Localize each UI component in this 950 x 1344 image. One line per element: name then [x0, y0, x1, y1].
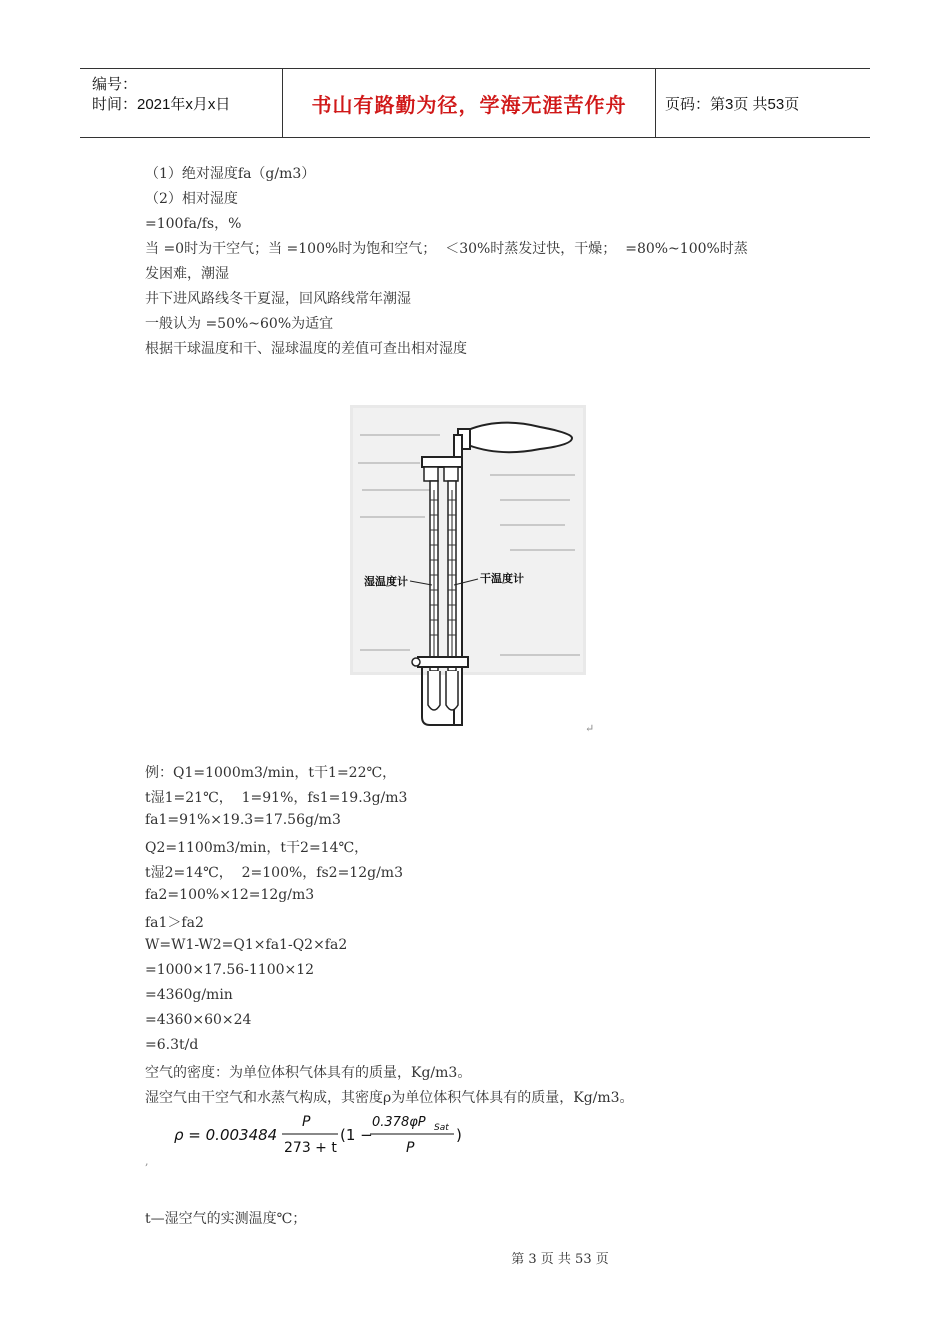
- psychrometer-figure: [350, 405, 590, 735]
- text-line: =1000×17.56-1100×12: [145, 962, 315, 978]
- text-line: 发困难，潮湿: [145, 266, 229, 282]
- text-line: W=W1-W2=Q1×fa1-Q2×fa2: [145, 937, 348, 953]
- text-line: fa2=100%×12=12g/m3: [145, 887, 315, 903]
- page-footer: 第 3 页 共 53 页: [511, 1252, 609, 1267]
- text-line: t湿2=14℃， 2=100%，fs2=12g/m3: [145, 865, 403, 881]
- formula-paren-close: ): [456, 1126, 462, 1144]
- header-motto: 书山有路勤为径，学海无涯苦作舟: [282, 69, 656, 137]
- text-line: （2）相对湿度: [145, 191, 238, 207]
- text-line: =6.3t/d: [145, 1037, 199, 1053]
- formula-lhs: ρ = 0.003484: [174, 1126, 278, 1144]
- paragraph-mark-icon: ,: [145, 1155, 149, 1168]
- text-line: t湿1=21℃， 1=91%，fs1=19.3g/m3: [145, 790, 408, 806]
- formula-num2: 0.378φP: [372, 1115, 426, 1130]
- text-line: fa1＞fa2: [145, 915, 204, 931]
- formula-num2-sub: Sat: [434, 1123, 449, 1133]
- formula-den2: P: [406, 1140, 415, 1156]
- text-line: 一般认为 =50%~60%为适宜: [145, 316, 334, 332]
- text-line: t—湿空气的实测温度℃；: [145, 1211, 307, 1227]
- formula-paren-open: (1 −: [340, 1126, 373, 1144]
- text-line: =4360g/min: [145, 987, 233, 1003]
- formula-num1: P: [302, 1114, 311, 1130]
- number-label: 编号：: [92, 76, 138, 93]
- wet-thermometer-label: 湿温度计: [364, 575, 408, 588]
- text-line: fa1=91%×19.3=17.56g/m3: [145, 812, 341, 828]
- text-line: Q2=1100m3/min，t干2=14℃，: [145, 840, 369, 856]
- time-label: 时间：2021年x月x日: [92, 96, 231, 113]
- density-formula: [170, 1108, 470, 1164]
- text-line: 根据干球温度和干、湿球温度的差值可查出相对湿度: [145, 341, 467, 357]
- text-line: 井下进风路线冬干夏湿，回风路线常年潮湿: [145, 291, 411, 307]
- text-line: 例：Q1=1000m3/min，t干1=22℃，: [145, 765, 397, 781]
- formula-den1: 273 + t: [284, 1140, 337, 1156]
- text-line: 空气的密度：为单位体积气体具有的质量，Kg/m3。: [145, 1065, 472, 1081]
- header-left: [80, 69, 282, 137]
- text-line: =100fa/fs，%: [145, 216, 242, 232]
- dry-thermometer-label: 干温度计: [480, 572, 524, 585]
- paragraph-mark-icon: ↵: [585, 722, 595, 735]
- text-line: 湿空气由干空气和水蒸气构成，其密度ρ为单位体积气体具有的质量，Kg/m3。: [145, 1090, 634, 1106]
- text-line: （1）绝对湿度fa（g/m3）: [145, 166, 316, 182]
- text-line: =4360×60×24: [145, 1012, 252, 1028]
- page-header: [80, 68, 870, 138]
- text-line: 当 =0时为干空气；当 =100%时为饱和空气； ＜30%时蒸发过快，干燥； =80%~100%时蒸: [145, 241, 748, 257]
- psychrometer-illustration: [350, 405, 590, 735]
- header-page-code: 页码：第3页 共53页: [665, 95, 800, 113]
